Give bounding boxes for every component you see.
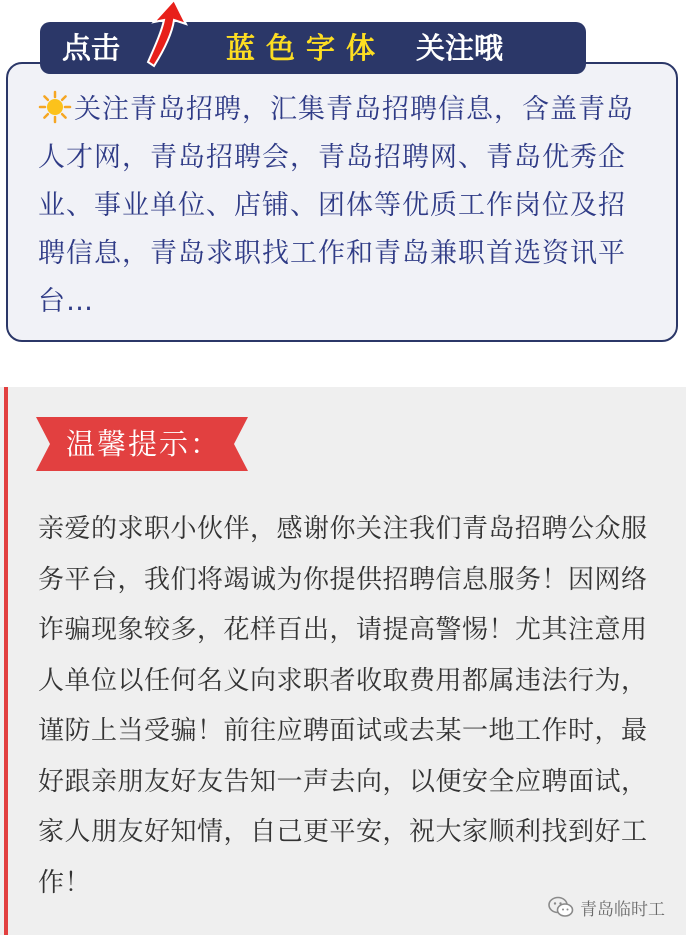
account-watermark — [548, 893, 665, 921]
banner-click-label: 点击 — [62, 31, 121, 65]
tip-accent-bar — [4, 387, 8, 935]
follow-banner[interactable] — [40, 22, 586, 74]
info-paragraph — [38, 86, 648, 326]
tip-title: 温馨提示： — [66, 427, 222, 461]
red-arrow-icon — [140, 0, 192, 72]
watermark-text: 青岛临时工 — [580, 899, 665, 920]
info-text: 关注青岛招聘，汇集青岛招聘信息，含盖青岛人才网，青岛招聘会，青岛招聘网、青岛优秀企业、事业单位、店铺、团体等优质工作岗位及招聘信息，青岛求职找工作和青岛兼职首选资讯平台… — [38, 94, 634, 317]
wechat-icon — [548, 896, 574, 918]
banner-blue-font-label[interactable]: 蓝色字体 — [226, 31, 387, 65]
tip-section — [0, 387, 686, 935]
tip-title-badge — [36, 417, 248, 471]
tip-paragraph: 亲爱的求职小伙伴，感谢你关注我们青岛招聘公众服务平台，我们将竭诚为你提供招聘信息服务！因网络诈骗现象较多，花样百出，请提高警惕！尤其注意用人单位以任何名义向求职者收取费用都属违法行为，谨防上当受骗！前往应聘面试或去某一地工作时，最好跟亲朋友好友告知一声去向，以便安全应聘面试，家人朋友好知情，自己更平安，祝大家顺利找到好工作！ — [38, 514, 648, 898]
sun-icon — [38, 90, 72, 124]
banner-follow-label: 关注哦 — [416, 31, 504, 65]
